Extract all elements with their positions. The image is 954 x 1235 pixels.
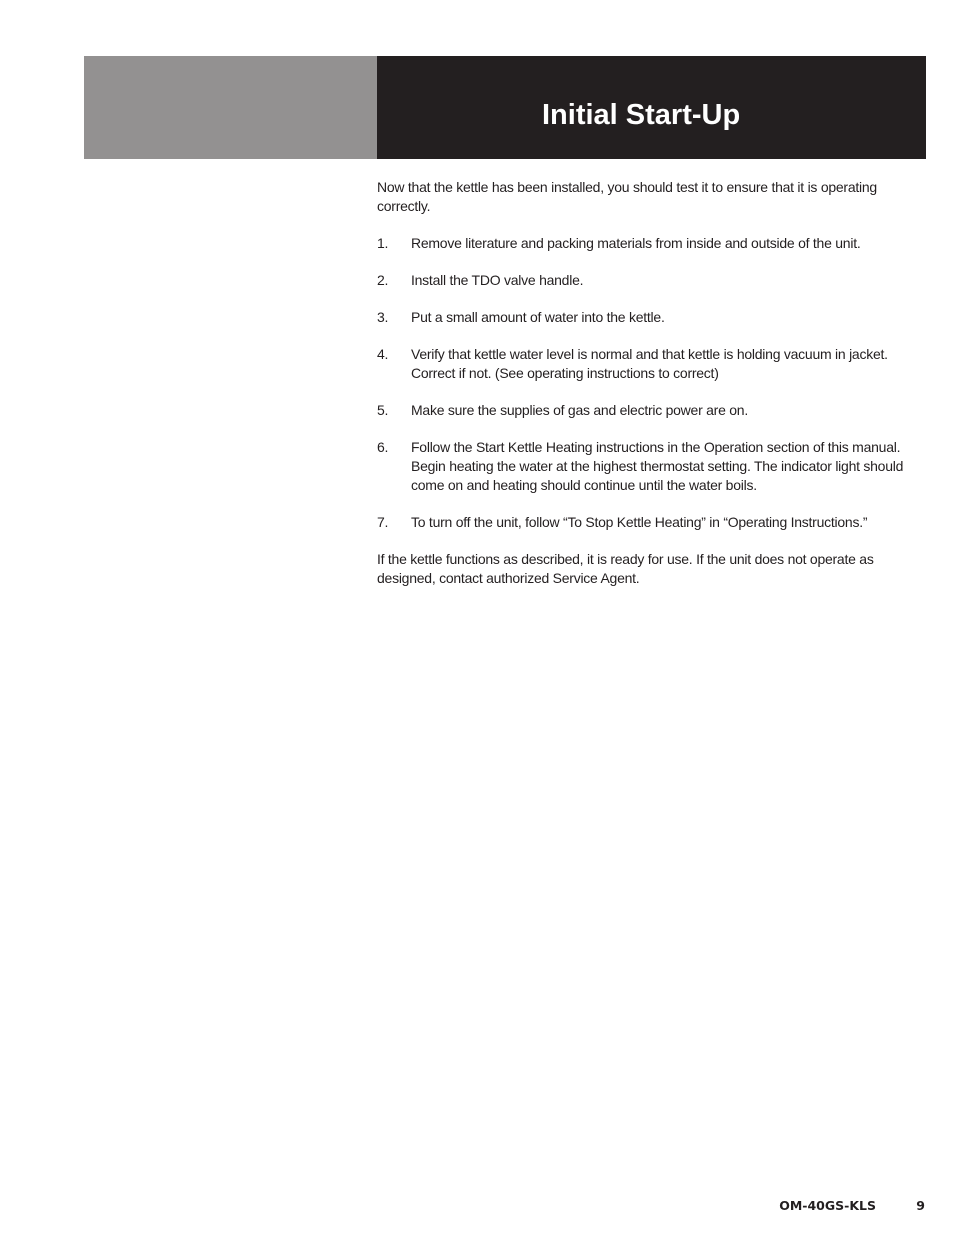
- step-text: Remove literature and packing materials from inside and outside of the unit.: [411, 235, 861, 251]
- step-item: [377, 438, 922, 495]
- step-number: 5.: [377, 402, 389, 418]
- step-number: 6.: [377, 439, 389, 455]
- step-number: 7.: [377, 514, 389, 530]
- step-text: Put a small amount of water into the kettle.: [411, 309, 665, 325]
- step-item: [377, 401, 922, 420]
- header-title-band: [377, 56, 926, 159]
- step-text: Make sure the supplies of gas and electric power are on.: [411, 402, 748, 418]
- step-item: [377, 271, 922, 290]
- intro-paragraph: Now that the kettle has been installed, you should test it to ensure that it is operating correctly.: [377, 179, 877, 214]
- main-content: [377, 178, 922, 588]
- step-text: To turn off the unit, follow “To Stop Kettle Heating” in “Operating Instructions.”: [411, 514, 868, 530]
- step-text: Follow the Start Kettle Heating instructions in the Operation section of this manual. Begin heating the water at the highest thermostat setting. The indicator light should come on and heating should continue until the water boils.: [411, 439, 904, 493]
- step-text: Verify that kettle water level is normal and that kettle is holding vacuum in jacket. Correct if not. (See operating instructions to correct): [411, 346, 888, 381]
- document-number: OM-40GS-KLS: [779, 1198, 876, 1213]
- header-gray-band: [84, 56, 377, 159]
- step-number: 3.: [377, 309, 389, 325]
- page-number: 9: [916, 1198, 925, 1213]
- page-title: Initial Start-Up: [542, 99, 741, 131]
- startup-steps-list: [377, 234, 922, 532]
- step-text: Install the TDO valve handle.: [411, 272, 584, 288]
- step-number: 2.: [377, 272, 389, 288]
- step-number: 4.: [377, 346, 389, 362]
- closing-paragraph: If the kettle functions as described, it is ready for use. If the unit does not operate as designed, contact authorized Service Agent.: [377, 551, 874, 586]
- step-item: [377, 234, 922, 253]
- step-item: [377, 513, 922, 532]
- step-number: 1.: [377, 235, 389, 251]
- step-item: [377, 345, 922, 383]
- step-item: [377, 308, 922, 327]
